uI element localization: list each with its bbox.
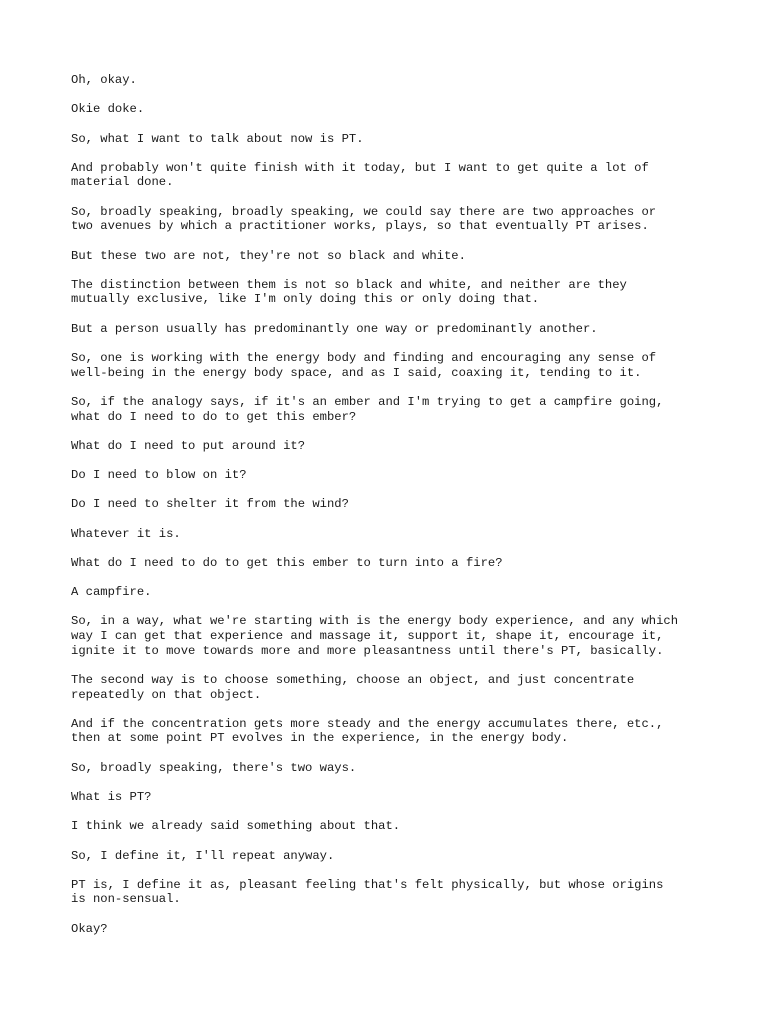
paragraph-3: So, what I want to talk about now is PT. (71, 131, 364, 146)
paragraph-11: What do I need to put around it? (71, 438, 306, 453)
paragraph-13: Do I need to shelter it from the wind? (71, 497, 349, 512)
paragraph-2: Okie doke. (71, 102, 145, 117)
transcript-page (71, 73, 711, 951)
paragraph-5: So, broadly speaking, broadly speaking, we could say there are two approaches or two avenues by which a practitioner works, plays, so that eventually PT arises. (71, 204, 657, 234)
paragraph-24: PT is, I define it as, pleasant feeling that's felt physically, but whose origins is non-sensual. (71, 877, 664, 907)
paragraph-6: But these two are not, they're not so black and white. (71, 248, 466, 263)
paragraph-7: The distinction between them is not so black and white, and neither are they mutually exclusive, like I'm only doing this or only doing that. (71, 277, 627, 307)
paragraph-17: So, in a way, what we're starting with is the energy body experience, and any which way I can get that experience and massage it, support it, shape it, encourage it, ignite it to move towards more and more pleasantness until there's PT, basically. (71, 614, 679, 658)
paragraph-4: And probably won't quite finish with it today, but I want to get quite a lot of material done. (71, 160, 649, 190)
paragraph-22: I think we already said something about that. (71, 819, 401, 834)
paragraph-23: So, I define it, I'll repeat anyway. (71, 848, 335, 863)
paragraph-19: And if the concentration gets more steady and the energy accumulates there, etc., then at some point PT evolves in the experience, in the energy body. (71, 716, 664, 746)
paragraph-8: But a person usually has predominantly one way or predominantly another. (71, 321, 598, 336)
paragraph-12: Do I need to blow on it? (71, 468, 247, 483)
paragraph-10: So, if the analogy says, if it's an ember and I'm trying to get a campfire going, what do I need to do to get this ember? (71, 394, 664, 424)
paragraph-15: What do I need to do to get this ember to turn into a fire? (71, 555, 503, 570)
paragraph-16: A campfire. (71, 585, 152, 600)
paragraph-18: The second way is to choose something, choose an object, and just concentrate repeatedly on that object. (71, 672, 635, 702)
paragraph-1: Oh, okay. (71, 73, 137, 87)
paragraph-21: What is PT? (71, 789, 152, 804)
paragraph-20: So, broadly speaking, there's two ways. (71, 760, 357, 775)
paragraph-14: Whatever it is. (71, 526, 181, 541)
paragraph-25: Okay? (71, 921, 108, 936)
paragraph-9: So, one is working with the energy body and finding and encouraging any sense of well-being in the energy body space, and as I said, coaxing it, tending to it. (71, 351, 657, 380)
